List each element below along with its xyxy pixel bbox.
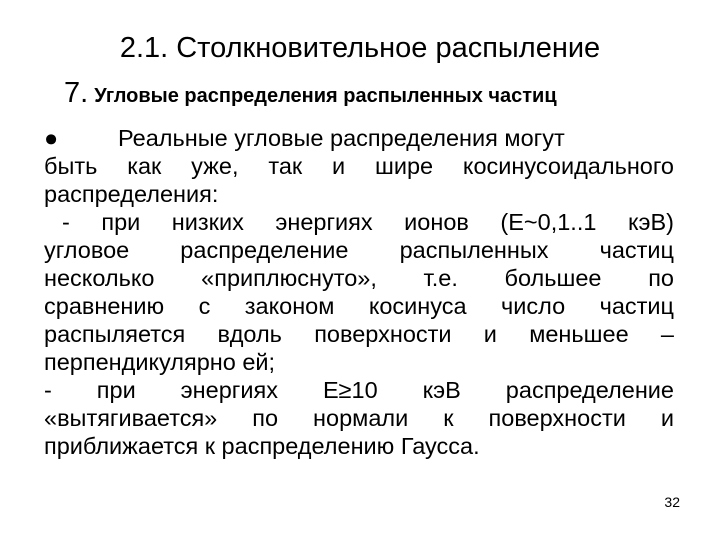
body-line-6: несколько «приплюснуто», т.е. большее по [44,265,674,291]
slide-subtitle [64,76,557,115]
body-line-text: Реальные угловые распределения могут [118,125,565,151]
subtitle-number: 7. [64,77,89,109]
subtitle-text: Угловые распределения распыленных частиц [94,85,557,107]
body-line-1 [44,124,674,152]
body-line-8: распыляется вдоль поверхности и меньшее – [44,321,674,347]
body-line-4: - при низких энергиях ионов (Е~0,1..1 кэВ) [62,209,674,235]
body-line-11: «вытягивается» по нормали к поверхности и [44,405,674,431]
body-line-5: угловое распределение распыленных частиц [44,237,674,263]
page-number: 32 [664,494,680,510]
body-line-9: перпендикулярно ей; [44,349,276,375]
body-line-10: - при энергиях Е≥10 кэВ распределение [44,377,674,403]
body-line-2: быть как уже, так и шире косинусоидального [44,153,674,179]
bullet-icon: ● [44,125,59,151]
body-line-3: распределения: [44,181,219,207]
slide-body [44,124,674,460]
body-line-7: сравнению с законом косинуса число частиц [44,293,674,319]
slide-title: 2.1. Столкновительное распыление [119,32,601,64]
body-line-12: приближается к распределению Гаусса. [44,433,480,459]
